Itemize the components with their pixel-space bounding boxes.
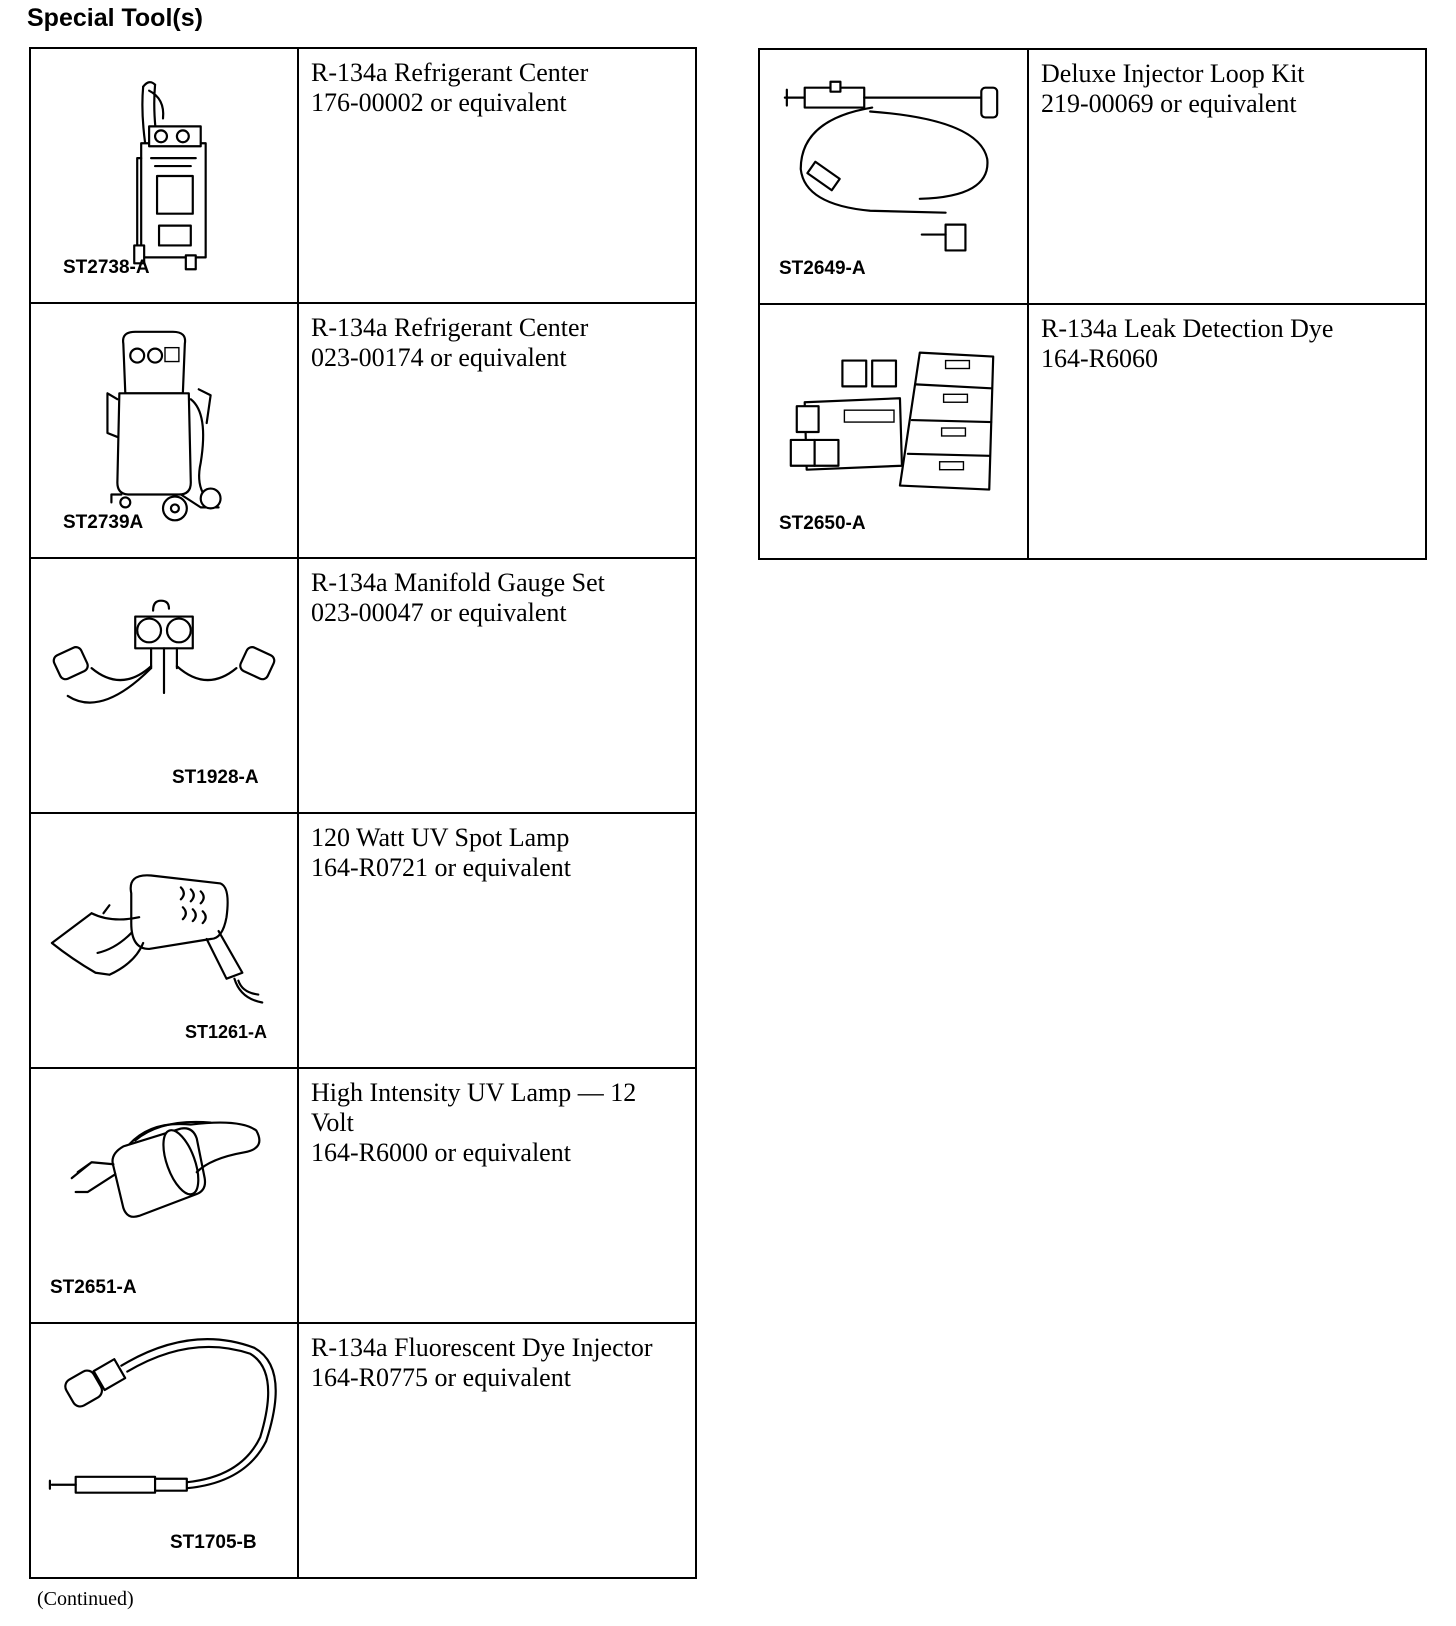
tool-row: [759, 304, 1426, 559]
tool-illustration-cell: [759, 304, 1028, 559]
tool-row: [30, 1323, 696, 1578]
tool-row: [30, 48, 696, 303]
tool-name-line2: Volt: [311, 1108, 354, 1137]
tool-row: [759, 49, 1426, 304]
tool-code: ST1261-A: [185, 1022, 268, 1042]
tool-part-number: 164-R0775 or equivalent: [311, 1363, 571, 1392]
tool-part-number: 023-00047 or equivalent: [311, 598, 567, 627]
tool-part-number: 219-00069 or equivalent: [1041, 89, 1297, 118]
tool-description: [298, 48, 696, 303]
dye-injector-illustration: [31, 1324, 297, 1577]
page-title: Special Tool(s): [27, 4, 203, 32]
tool-description: [298, 558, 696, 813]
tool-code: ST2738-A: [63, 257, 150, 278]
tool-code: ST2739A: [63, 512, 144, 533]
tool-part-number: 164-R0721 or equivalent: [311, 853, 571, 882]
tool-code: ST1705-B: [170, 1532, 257, 1553]
tool-name: Deluxe Injector Loop Kit: [1041, 59, 1305, 88]
tool-illustration-cell: [30, 813, 298, 1068]
tool-name: R-134a Refrigerant Center: [311, 58, 589, 87]
tool-part-number: 176-00002 or equivalent: [311, 88, 567, 117]
tool-name: R-134a Fluorescent Dye Injector: [311, 1333, 653, 1362]
special-tools-table-right: [758, 48, 1427, 560]
tool-illustration-cell: [30, 48, 298, 303]
tool-name: 120 Watt UV Spot Lamp: [311, 823, 570, 852]
tool-illustration-cell: [30, 558, 298, 813]
tool-description: [298, 1068, 696, 1323]
tool-description: [1028, 304, 1426, 559]
tool-row: [30, 303, 696, 558]
special-tools-table-left: [29, 47, 697, 1579]
tool-code: ST2649-A: [779, 258, 866, 279]
tool-illustration-cell: [30, 1068, 298, 1323]
continued-note: (Continued): [37, 1588, 134, 1610]
tool-name-line1: High Intensity UV Lamp — 12: [311, 1078, 637, 1107]
tool-illustration-cell: [30, 303, 298, 558]
tool-part-number: 164-R6060: [1041, 344, 1158, 373]
tool-row: [30, 813, 696, 1068]
tool-description: [298, 303, 696, 558]
tool-code: ST2651-A: [50, 1277, 137, 1298]
tool-description: [298, 1323, 696, 1578]
tool-name: R-134a Refrigerant Center: [311, 313, 589, 342]
tool-description: [1028, 49, 1426, 304]
tool-name: R-134a Manifold Gauge Set: [311, 568, 605, 597]
tool-code: ST2650-A: [779, 513, 866, 534]
tool-illustration-cell: [30, 1323, 298, 1578]
tool-part-number: 023-00174 or equivalent: [311, 343, 567, 372]
tool-name: R-134a Leak Detection Dye: [1041, 314, 1334, 343]
tool-code: ST1928-A: [172, 767, 259, 788]
tool-row: [30, 1068, 696, 1323]
tool-row: [30, 558, 696, 813]
tool-description: [298, 813, 696, 1068]
tool-illustration-cell: [759, 49, 1028, 304]
tool-part-number: 164-R6000 or equivalent: [311, 1138, 571, 1167]
